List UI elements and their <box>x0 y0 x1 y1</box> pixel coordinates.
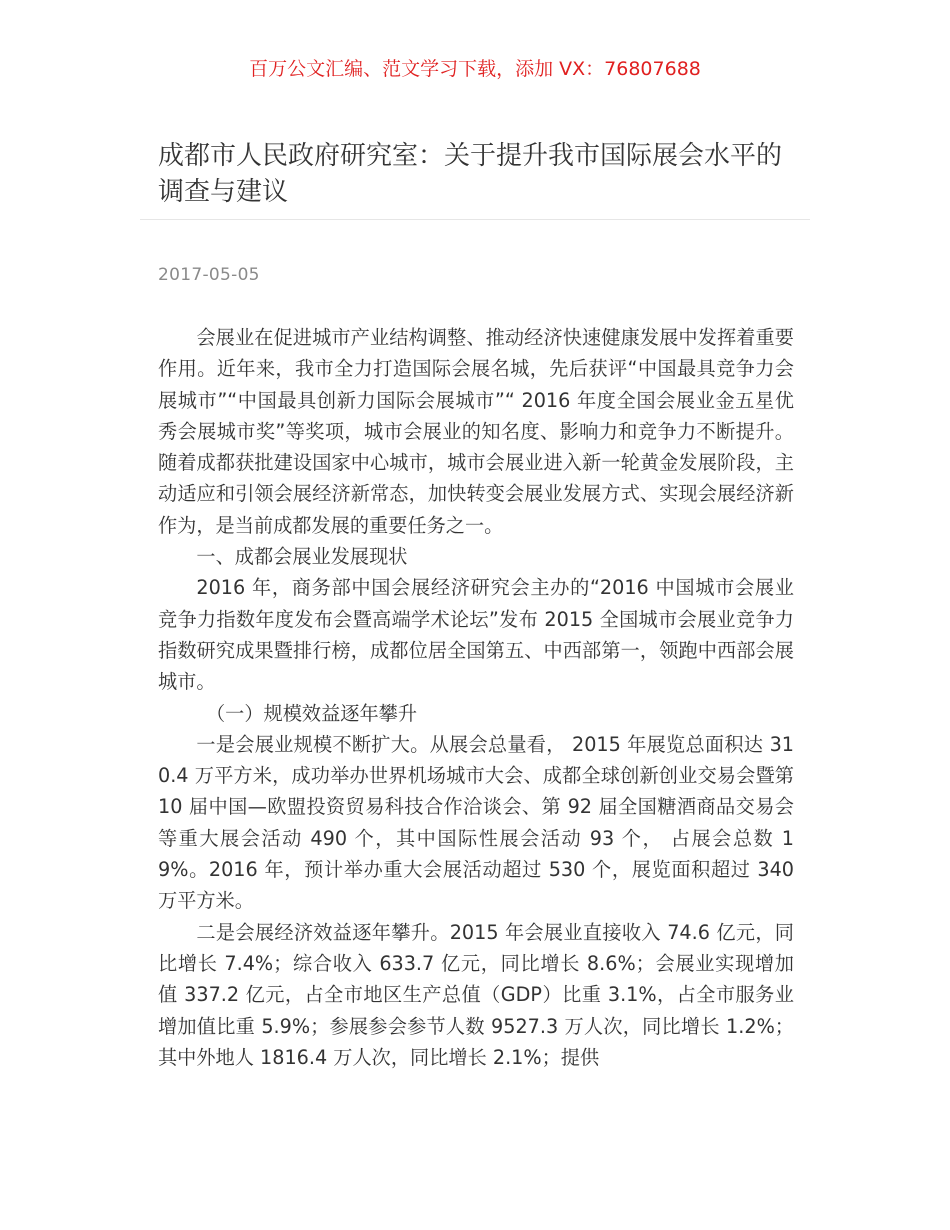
title-divider <box>140 219 810 220</box>
publish-date: 2017-05-05 <box>158 265 260 285</box>
promo-banner: 百万公文汇编、范文学习下载，添加 VX：76807688 <box>249 58 701 80</box>
section-heading: 一、成都会展业发展现状 <box>196 545 408 569</box>
paragraph: 二是会展经济效益逐年攀升。2015 年会展业直接收入 74.6 亿元，同比增长 7.4%；综合收入 633.7 亿元，同比增长 8.6%；会展业实现增加值 337.2 亿元，占全市地区生产总值（GDP）比重 3.1%，占全市服务业增加值比重 5.9%；参展参会参节人数 9527.3 万人次，同比增长 1.2%；其中外地人 1816.4 万人次，同比增长 2.1%；提供 <box>158 920 794 1069</box>
article-body <box>158 322 794 1073</box>
subsection-heading: （一）规模效益逐年攀升 <box>206 701 418 725</box>
paragraph: 2016 年，商务部中国会展经济研究会主办的“2016 中国城市会展业竞争力指数年度发布会暨高端学术论坛”发布 2015 全国城市会展业竞争力指数研究成果暨排行榜，成都位居全国第五、中西部第一，领跑中西部会展城市。 <box>158 576 794 694</box>
article-title: 成都市人民政府研究室：关于提升我市国际展会水平的调查与建议 <box>158 141 783 207</box>
paragraph: 会展业在促进城市产业结构调整、推动经济快速健康发展中发挥着重要作用。近年来，我市全力打造国际会展名城，先后获评“中国最具竞争力会展城市”“中国最具创新力国际会展城市”“ 2016 年度全国会展业金五星优秀会展城市奖”等奖项，城市会展业的知名度、影响力和竞争力不断提升。随着成都获批建设国家中心城市，城市会展业进入新一轮黄金发展阶段，主动适应和引领会展经济新常态，加快转变会展业发展方式、实现会展经济新作为，是当前成都发展的重要任务之一。 <box>158 326 794 537</box>
paragraph: 一是会展业规模不断扩大。从展会总量看， 2015 年展览总面积达 310.4 万平方米，成功举办世界机场城市大会、成都全球创新创业交易会暨第 10 届中国—欧盟投资贸易科技合作洽谈会、第 92 届全国糖酒商品交易会等重大展会活动 490 个，其中国际性展会活动 93 个， 占展会总数 19%。2016 年，预计举办重大会展活动超过 530 个，展览面积超过 340 万平方米。 <box>158 732 794 913</box>
